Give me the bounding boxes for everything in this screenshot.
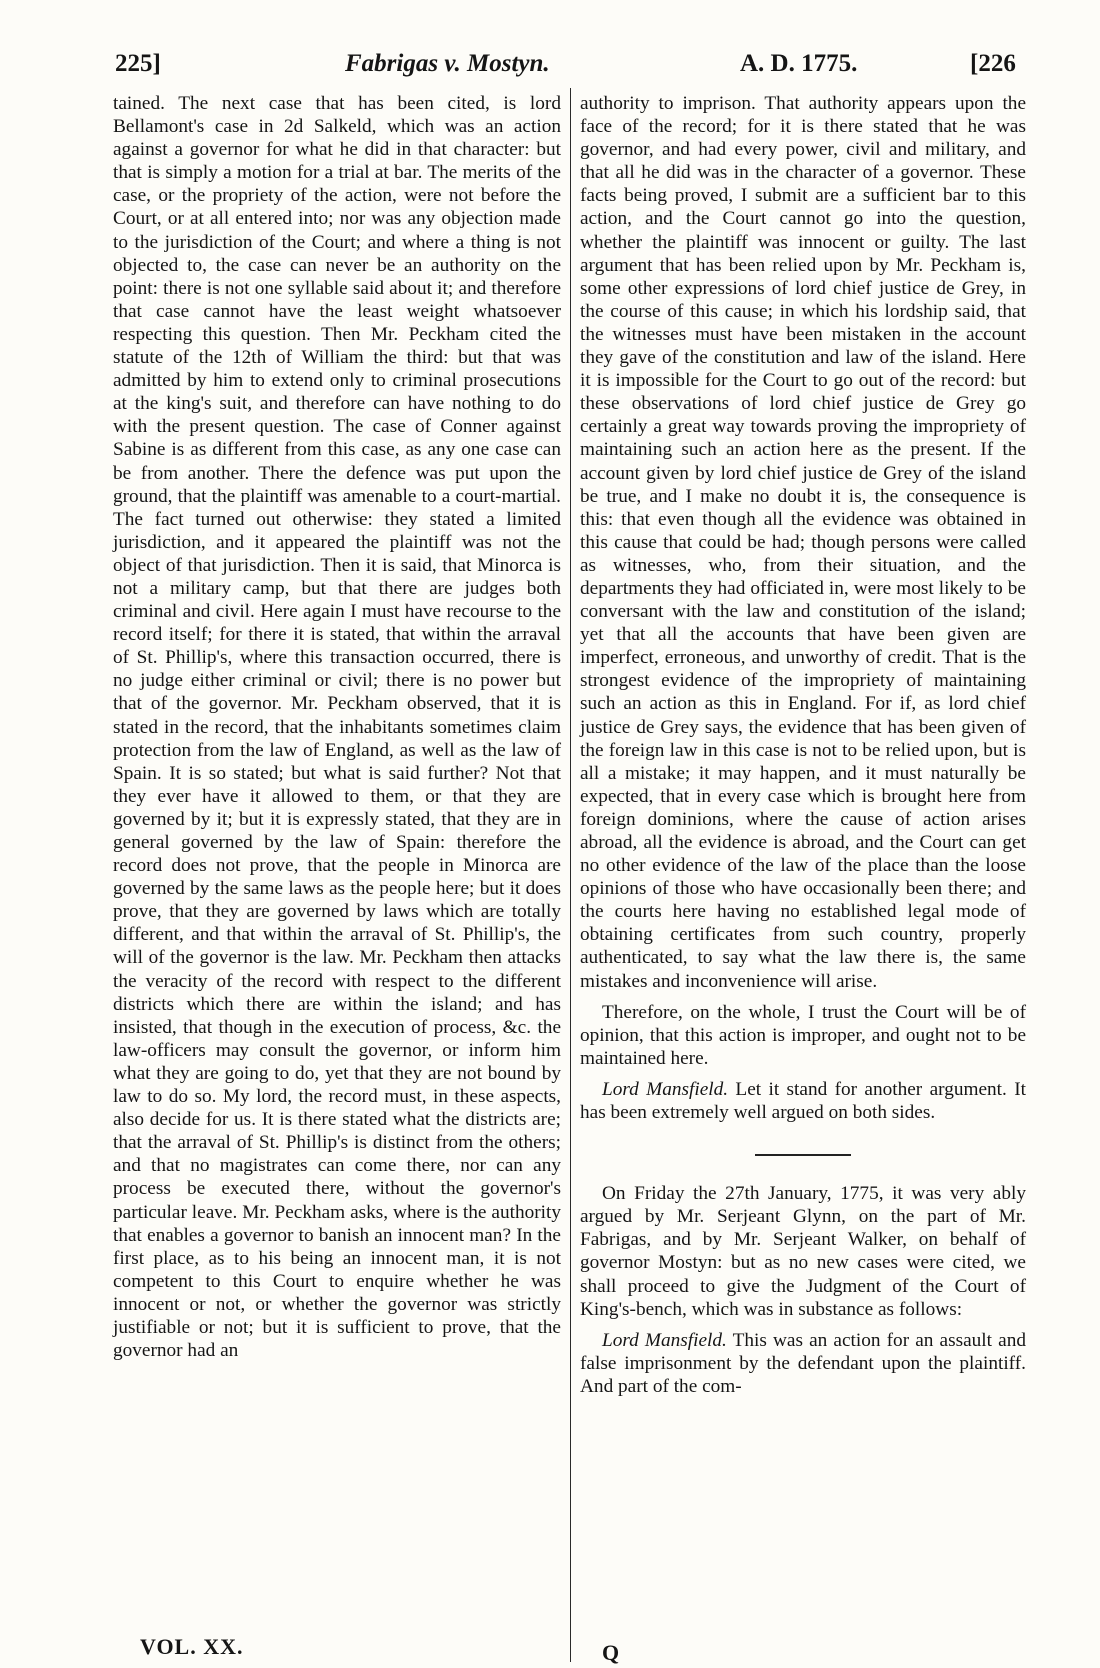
right-column bbox=[580, 92, 1026, 1398]
right-page-number: [226 bbox=[970, 50, 1016, 77]
speaker-text: Let it stand for another argument. It has been extremely well argued on both sides. bbox=[580, 1078, 1026, 1124]
year-label: A. D. 1775. bbox=[740, 50, 858, 77]
right-column-paragraph-2: Therefore, on the whole, I trust the Court will be of opinion, that this action is improper, and ought not to be maintained here. bbox=[580, 1001, 1026, 1069]
right-column-paragraph-1: authority to imprison. That authority appears upon the face of the record; for it is there stated that he was governor, and had every power, civil and military, and that all he did was in the character of a governor. These facts being proved, I submit are a sufficient bar to this action, and the Court cannot go into the question, whether the plaintiff was innocent or guilty. The last argument that has been relied upon by Mr. Peckham is, some other expressions of lord chief justice de Grey, in the course of this cause; in which his lordship said, that the witnesses must have been mistaken in the account they gave of the constitution and law of the island. Here it is impossible for the Court to go out of the record: but these observations of lord chief justice de Grey go certainly a great way towards proving the impropriety of maintaining such an action here as the present. If the account given by lord chief justice de Grey of the island be true, and I make no doubt it is, the consequence is this: that even though all the evidence was obtained in this cause that could be had; though persons were called as witnesses, who, from their situation, and the departments they had officiated in, were most likely to be conversant with the law and constitution of the island; yet that all the accounts that have been given are imperfect, erroneous, and unworthy of credit. That is the strongest evidence of the impropriety of maintaining such an action as this in England. For if, as lord chief justice de Grey says, the evidence that has been given of the foreign law in this case is not to be relied upon, but is all a mistake; it may happen, and it must naturally be expected, that in every case which is brought here from foreign dominions, where the cause of action arises abroad, all the evidence is abroad, and the Court can get no other evidence of the law of the place than the loose opinions of those who have occasionally been there; and the courts here having no established legal mode of obtaining certificates from such country, properly authenticated, to say what the law there is, the same mistakes and inconvenience will arise. bbox=[580, 93, 1026, 992]
lord-mansfield-remark bbox=[580, 1078, 1026, 1124]
judge-name: Lord Mansfield. bbox=[602, 1329, 727, 1351]
column-divider bbox=[570, 88, 571, 1662]
left-page-number: 225] bbox=[115, 50, 161, 77]
section-rule bbox=[755, 1154, 851, 1156]
left-column bbox=[113, 92, 561, 1362]
case-title: Fabrigas v. Mostyn. bbox=[345, 50, 550, 77]
judgment-paragraph bbox=[580, 1329, 1026, 1398]
signature-mark: Q bbox=[602, 1640, 620, 1665]
speaker-name: Lord Mansfield. bbox=[602, 1078, 729, 1100]
judgment-text: This was an action for an assault and false imprisonment by the defendant upon the plaintiff. And part of the com- bbox=[580, 1329, 1026, 1397]
argument-date-paragraph: On Friday the 27th January, 1775, it was very ably argued by Mr. Serjeant Glynn, on the part of Mr. Fabrigas, and by Mr. Serjeant Walker, on behalf of governor Mostyn: but as no new cases were cited, we shall proceed to give the Judgment of the Court of King's-bench, which was in substance as follows: bbox=[580, 1183, 1026, 1320]
running-header bbox=[115, 50, 1030, 90]
volume-footer: VOL. XX. bbox=[140, 1634, 244, 1659]
left-column-paragraph: tained. The next case that has been cited, is lord Bellamont's case in 2d Salkeld, which was an action against a governor for what he did in that character: but that is simply a motion for a trial at bar. The merits of the case, or the propriety of the action, were not before the Court, or at all entered into; nor was any objection made to the jurisdiction of the Court; and where a thing is not objected to, the case can never be an authority on the point: there is not one syllable said about it; and therefore that case cannot have the least weight whatsoever respecting this question. Then Mr. Peckham cited the statute of the 12th of William the third: but that was admitted by him to extend only to criminal prosecutions at the king's suit, and therefore can have nothing to do with the present question. The case of Conner against Sabine is as different from this case, as any one case can be from another. There the defence was put upon the ground, that the plaintiff was amenable to a court-martial. The fact turned out otherwise: they stated a limited jurisdiction, and it appeared the plaintiff was not the object of that jurisdiction. Then it is said, that Minorca is not a military camp, but that there are judges both criminal and civil. Here again I must have recourse to the record itself; for there it is stated, that within the arraval of St. Phillip's, where this transaction occurred, there is no judge either criminal or civil; there is no power but that of the governor. Mr. Peckham observed, that it is stated in the record, that the inhabitants sometimes claim protection from the law of England, as well as the law of Spain. It is so stated; but what is said further? Not that they ever have it allowed to them, or that they are governed by it; but it is expressly stated, that they are in general governed by the law of Spain: therefore the record does not prove, that the people in Minorca are governed by the same laws as the people here; but it does prove, that they are governed by laws which are totally different, and that within the arraval of St. Phillip's, the will of the governor is the law. Mr. Peckham then attacks the veracity of the record with respect to the different districts which there are within the island; and has insisted, that though in the execution of process, &c. the law-officers may consult the governor, or inform him what they are going to do, yet that they are not bound by law to do so. My lord, the record must, in these aspects, also decide for us. It is there stated what the districts are; that the arraval of St. Phillip's is distinct from the others; and that no magistrates can come there, nor can any process be executed there, without the governor's particular leave. Mr. Peckham asks, where is the authority that enables a governor to banish an innocent man? In the first place, as to his being an innocent man, it is not competent to this Court to enquire whether he was innocent or not, or whether the governor was strictly justifiable or not; but it is sufficient to prove, that the governor had an bbox=[113, 93, 561, 1362]
